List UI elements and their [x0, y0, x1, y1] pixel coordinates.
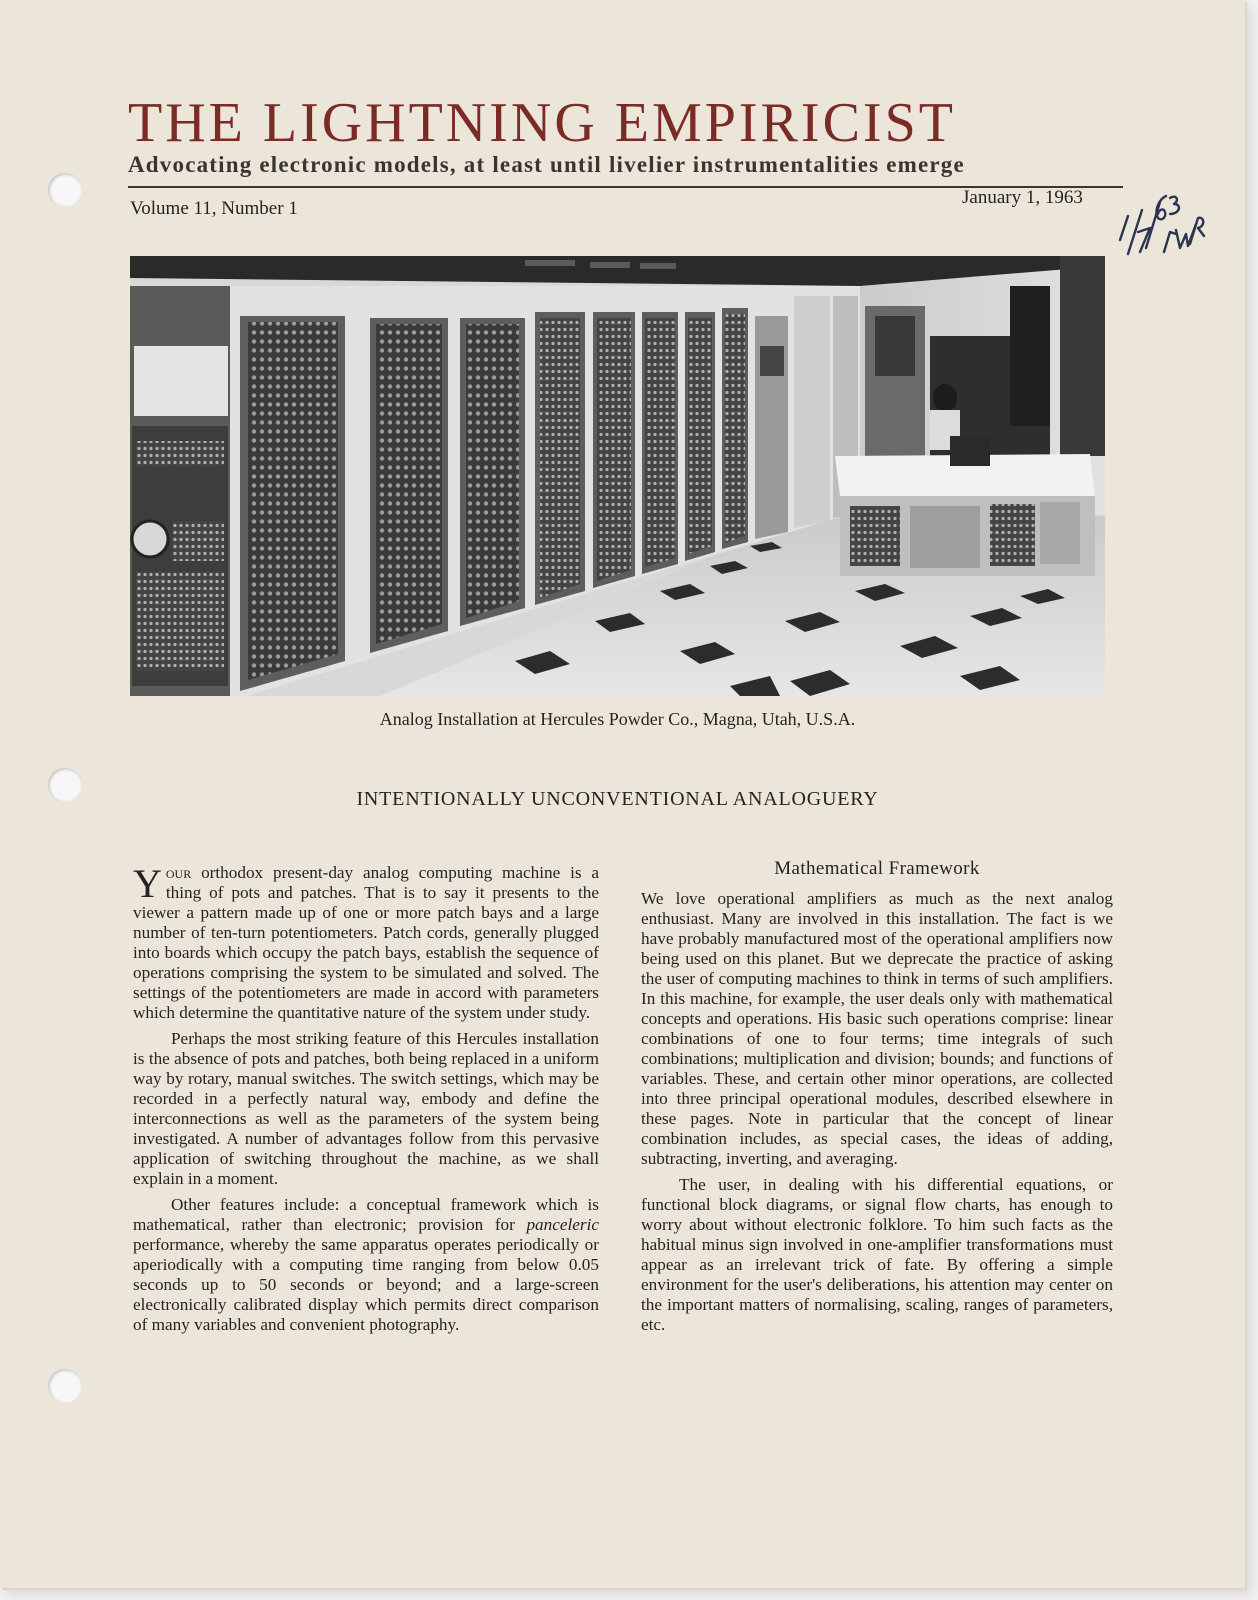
paragraph-hercules: Perhaps the most striking feature of this Hercules installation is the absence of pots and patches, both being replaced in a uniform way by rotary, manual switches. The switch settings, which may be recorded in a perfectly natural way, embody and define the interconnections as well as the parameters of the system being investigated. A number of advantages follow from this pervasive application of switching throughout the machine, as we shall explain in a moment.	[133, 1029, 599, 1188]
issue-volume: Volume 11, Number 1	[130, 198, 298, 219]
features-text-b: performance, whereby the same apparatus operates periodically or aperiodically with a computing time ranging from below 0.05 seconds up to 50 seconds or beyond; and a large-screen electronically calibrated display which permits direct comparison of many variables and convenient photography.	[133, 1235, 599, 1334]
article-right-column	[641, 859, 1113, 1341]
drop-cap: Y	[133, 861, 162, 906]
punch-hole-bottom	[48, 1369, 82, 1403]
paragraph-features	[133, 1195, 599, 1335]
photo-caption: Analog Installation at Hercules Powder Co., Magna, Utah, U.S.A.	[379, 709, 856, 729]
handwritten-note	[1106, 188, 1206, 278]
masthead-title: THE LIGHTNING EMPIRICIST	[128, 92, 956, 154]
punch-hole-top	[48, 173, 82, 207]
punch-hole-middle	[48, 768, 82, 802]
section-heading: Mathematical Framework	[774, 858, 980, 879]
intro-smallcaps: our	[165, 863, 192, 882]
features-emphasis: panceleric	[526, 1215, 599, 1234]
features-text-a: Other features include: a conceptual framework which is mathematical, rather than electronic; provision for	[133, 1195, 599, 1234]
issue-date: January 1, 1963	[962, 187, 1083, 208]
analog-computer-photo	[130, 256, 1105, 696]
paragraph-amplifiers: We love operational amplifiers as much as the next analog enthusiast. Many are involved in this installation. The fact is we have probably manufactured most of the operational amplifiers now being used on this planet. But we deprecate the practice of asking the user of computing machines to think in terms of such amplifiers. In this machine, for example, the user deals only with mathematical concepts and operations. His basic such operations comprise: linear combinations of one to four terms; time integrals of such combinations; multiplication and division; bounds; and functions of variables. These, and certain other minor operations, are collected into three principal operational modules, described elsewhere in these pages. Note in particular that the concept of linear combination includes, as special cases, the ideas of adding, subtracting, inverting, and averaging.	[641, 889, 1113, 1168]
paragraph-intro	[133, 863, 599, 1023]
photo-image	[130, 256, 1105, 696]
article-title: INTENTIONALLY UNCONVENTIONAL ANALOGUERY	[356, 788, 879, 810]
masthead-subtitle: Advocating electronic models, at least until livelier instrumentalities emerge	[128, 152, 965, 177]
article-left-column	[133, 863, 599, 1341]
paragraph-user: The user, in dealing with his differential equations, or functional block diagrams, or signal flow charts, has enough to worry about without electronic folklore. To him such facts as the habitual minus sign involved in one-amplifier transformations must appear as an irrelevant trick of fate. By offering a simple environment for the user's deliberations, his attention may center on the important matters of normalising, scaling, ranges of parameters, etc.	[641, 1175, 1113, 1334]
intro-text: orthodox present-day analog computing machine is a thing of pots and patches. That is to say it presents to the viewer a pattern made up of one or more patch bays and a large number of ten-turn potentiometers. Patch cords, generally plugged into boards which occupy the patch bays, establish the sequence of operations comprising the system to be simulated and solved. The settings of the potentiometers are made in accord with parameters which determine the quantitative nature of the system under study.	[133, 863, 599, 1022]
